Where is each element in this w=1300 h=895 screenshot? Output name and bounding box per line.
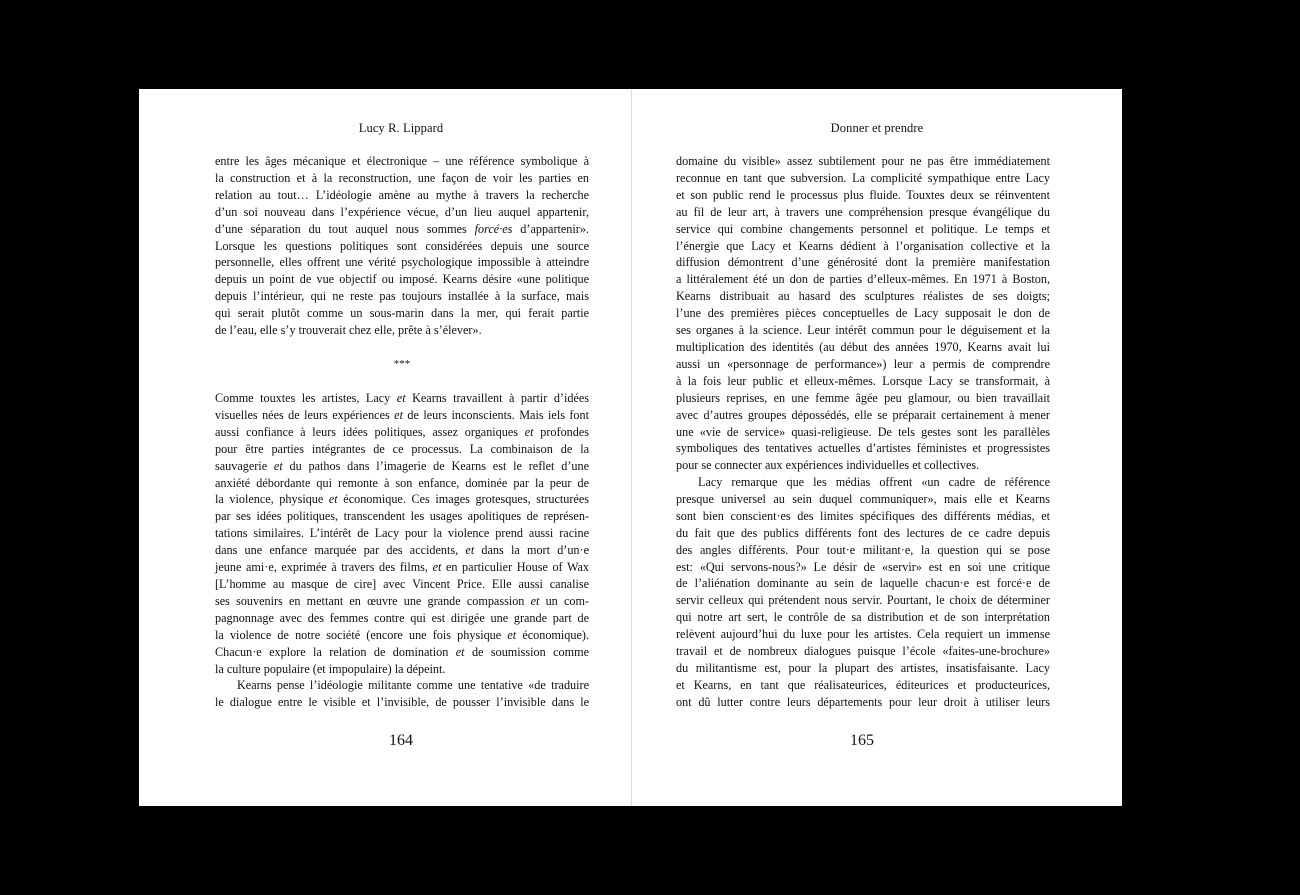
text-line: multiplication des identités (au début des années 1970, Kearns avait lui — [676, 339, 1050, 354]
italic-phrase: et — [389, 407, 408, 422]
text-line: et Kearns, en tant que réalisateurices, éditeurices et producteurices, — [676, 677, 1050, 692]
running-head-author: Lucy R. Lippard — [358, 121, 444, 135]
text-line: la violence de notre société (encore une fois physique et économique). — [215, 627, 589, 642]
text-line: diffusion démontrent d’une générosité dont la première manifestation — [676, 255, 1050, 270]
text-line: avec d’autres groupes dépossédés, elle se préparait certainement à mener — [676, 407, 1050, 422]
text-line: la construction et à la reconstruction, une façon de voir les parties en — [215, 170, 589, 185]
text-line: d’un soi nouveau dans l’expérience vécue, d’un lieu auquel appartenir, — [215, 204, 589, 219]
text-line: à la fois leur public et elleux-mêmes. Lorsque Lacy se transformait, à — [676, 373, 1050, 388]
text-line: Lorsque les questions politiques sont considérées depuis une source — [215, 238, 589, 253]
right-paragraph-1 — [676, 153, 1050, 474]
text-line: [L’homme au masque de cire] avec Vincent Price. Elle aussi canalise — [215, 576, 589, 591]
text-line: plusieurs reprises, en une femme âgée peu glamour, ou bien travaillait — [676, 390, 1050, 405]
text-line: travail et de nombreux dialogues puisque l’école «faites-une-brochure» — [676, 644, 1050, 659]
text-line: Kearns pense l’idéologie militante comme une tentative «de traduire — [237, 678, 589, 692]
text-line: symboliques des tentatives actuelles d’artistes féministes et progressistes — [676, 441, 1050, 456]
book-spread — [139, 89, 1122, 806]
text-line: personnelle, elles offrent une vérité psychologique impossible à atteindre — [215, 255, 589, 270]
text-line: depuis l’intérieur, qui ne reste pas toujours installée à la surface, mais — [215, 289, 589, 304]
text-line: Kearns distribuait au hasard des sculptures réalistes de ses doigts; — [676, 289, 1050, 304]
left-paragraph-2 — [215, 390, 589, 677]
page-number-left: 164 — [389, 732, 413, 749]
text-line: du militantisme est, pour la plupart des artistes, insatisfaisante. Lacy — [676, 660, 1050, 675]
text-line: domaine du visible» assez subtilement pour ne pas être immédiatement — [676, 154, 1050, 168]
left-paragraph-1 — [215, 153, 589, 339]
italic-phrase: forcé·es — [474, 221, 513, 236]
text-line: servir celleux qui prétendent nous servir. Pourtant, le choix de déterminer — [676, 593, 1050, 608]
text-line: qui serait plutôt comme un sous-marin dans la mer, qui ferait partie — [215, 306, 589, 321]
italic-phrase: et — [524, 593, 546, 608]
text-line: ont dû lutter contre leurs départements pour leur droit à utiliser leurs — [676, 694, 1050, 709]
text-line: ses souvenirs en mettant en œuvre une grande compassion et un com- — [215, 593, 589, 608]
text-line: aussi un «personnage de performance») leur a permis de comprendre — [676, 356, 1050, 371]
italic-phrase: et — [518, 424, 541, 439]
italic-phrase: et — [458, 543, 482, 558]
italic-phrase: et — [448, 644, 472, 659]
running-head-title: Donner et prendre — [830, 121, 924, 135]
italic-phrase: et — [501, 627, 523, 642]
text-line: du fait que des publics différents font des lectures de ce cadre depuis — [676, 525, 1050, 540]
text-line: anxiété débordante qui remonte à son enfance, dominée par la peur de — [215, 475, 589, 490]
text-line: pagnonnage avec des femmes contre qui est dirigée une grande part de — [215, 610, 589, 625]
text-line: pour se connecter aux expériences individuelles et collectives. — [676, 458, 980, 473]
text-line: a littéralement été un don de parties d’elleux-mêmes. En 1971 à Boston, — [676, 272, 1050, 287]
text-line: jeune ami·e, exprimée à travers des films, et en particulier House of Wax — [215, 560, 590, 575]
text-line: Comme touxtes les artistes, Lacy et Kearns travaillent à partir d’idées — [215, 391, 590, 405]
text-line: le dialogue entre le visible et l’invisible, de pousser l’invisible dans le — [215, 694, 589, 709]
text-line: l’une des premières pièces conceptuelles de Lacy supposait le don de — [676, 306, 1050, 321]
text-line: visuelles nées de leurs expériences et de leurs inconscients. Mais iels font — [215, 407, 590, 422]
italic-phrase: et — [323, 492, 344, 507]
text-line: depuis un point de vue objectif ou imposé. Kearns désire «une politique — [215, 272, 589, 287]
text-line: l’énergie que Lacy et Kearns dédient à l’organisation collective et la — [676, 238, 1050, 253]
italic-phrase: et — [390, 391, 413, 405]
text-line: d’une séparation du tout auquel nous sommes forcé·es d’appartenir». — [215, 221, 589, 236]
text-line: qui notre art sert, le contrôle de sa distribution et de son interprétation — [676, 610, 1050, 625]
text-line: la culture populaire (et impopulaire) la dépeint. — [215, 661, 446, 676]
text-line: la violence, physique et économique. Ces images grotesques, structurées — [215, 492, 589, 507]
text-line: des angles différents. Pour tout·e militant·e, la question qui se pose — [676, 542, 1050, 557]
text-line: dans une enfance marquée par des accidents, et dans la mort d’un·e — [215, 543, 589, 558]
text-line: relation au tout… L’idéologie amène au mythe à travers la recherche — [215, 187, 589, 202]
text-line: presque universel au sein duquel communiquer», mais elle et Kearns — [676, 491, 1050, 506]
text-line: entre les âges mécanique et électronique – une référence symbolique à — [215, 154, 589, 168]
text-line: par ses idées politiques, transcendent les usages apolitiques de représen- — [215, 509, 589, 524]
right-paragraph-2 — [676, 474, 1050, 711]
italic-phrase: et — [267, 458, 290, 473]
text-line: service qui combine changements personnel et politique. Le temps et — [676, 221, 1050, 236]
text-line: une «vie de service» quasi-religieuse. De tels gestes sont les parallèles — [676, 424, 1050, 439]
text-line: pour être parties intégrantes de ce processus. La combinaison de la — [215, 441, 589, 456]
page-number-right: 165 — [850, 732, 874, 749]
text-line: au fil de leur art, à travers une compréhension presque évangélique du — [676, 204, 1050, 219]
right-page — [632, 89, 1122, 806]
text-line: tations similaires. L’intérêt de Lacy pour la violence prend aussi racine — [215, 526, 589, 541]
text-line: de l’eau, elle s’y trouverait chez elle, prête à s’élever». — [215, 323, 482, 338]
italic-phrase: et — [427, 560, 446, 575]
section-break: *** — [393, 358, 411, 370]
text-line: et son public rend le processus plus fluide. Touxtes deux se réinventent — [676, 187, 1050, 202]
text-line: relèvent aujourd’hui du luxe pour les artistes. Cela requiert un immense — [676, 627, 1050, 642]
left-paragraph-3 — [215, 677, 589, 711]
text-line: reconnue en tant que subversion. La complicité sympathique entre Lacy — [676, 170, 1050, 185]
text-line: ses organes à la science. Leur intérêt commun pour le déguisement et la — [676, 323, 1050, 338]
left-page — [139, 89, 631, 806]
text-line: sont bien conscient·es des limites spécifiques des différents médias, et — [676, 508, 1050, 523]
text-line: de l’aliénation dominante au sein de laquelle chacun·e est forcé·e de — [676, 576, 1050, 591]
text-line: Lacy remarque que les médias offrent «un cadre de référence — [698, 475, 1050, 489]
text-line: sauvagerie et du pathos dans l’imagerie de Kearns est le reflet d’une — [215, 458, 589, 473]
text-line: aussi confiance à leurs idées politiques, assez organiques et profondes — [215, 424, 590, 439]
text-line: Chacun·e explore la relation de domination et de soumission comme — [215, 644, 590, 659]
text-line: est: «Qui servons-nous?» Le désir de «servir» est en soi une critique — [676, 559, 1050, 574]
